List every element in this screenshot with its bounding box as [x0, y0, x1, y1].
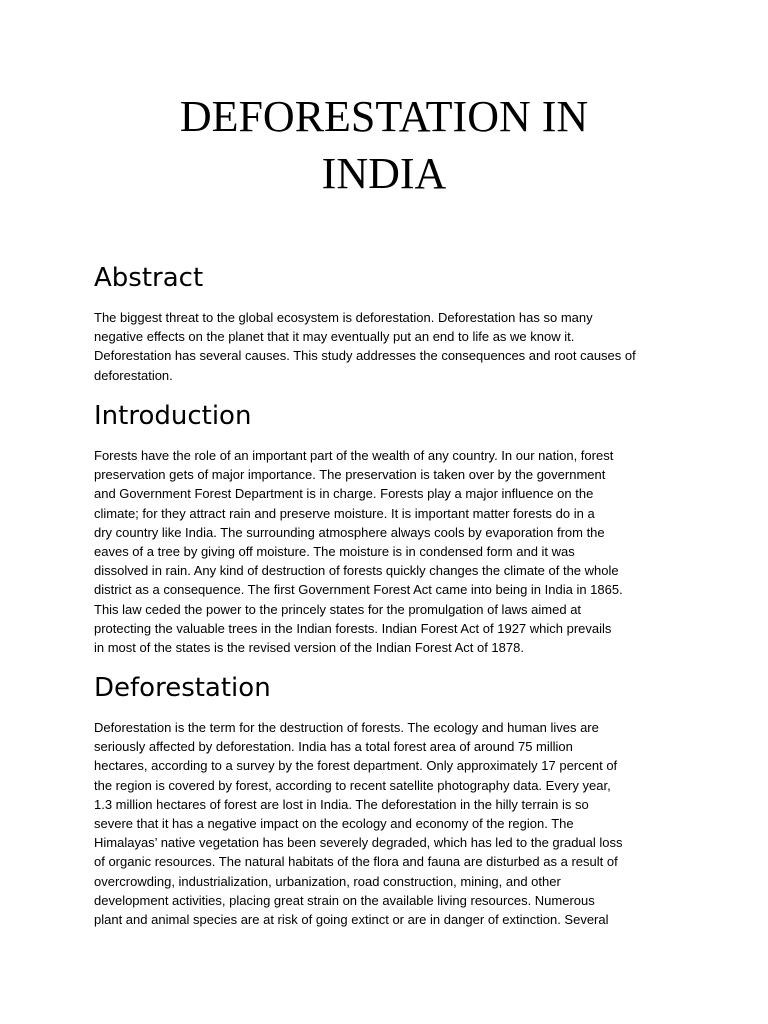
text-line: deforestation. — [94, 367, 173, 383]
text-line: seriously affected by deforestation. India has a total forest area of around 75 million — [94, 739, 573, 755]
text-line: plant and animal species are at risk of going extinct or are in danger of extinction. Several — [94, 912, 609, 928]
introduction-heading: Introduction — [94, 401, 252, 431]
text-line: eaves of a tree by giving off moisture. The moisture is in condensed form and it was — [94, 544, 575, 560]
deforestation-paragraph — [94, 718, 684, 929]
text-line: Deforestation is the term for the destruction of forests. The ecology and human lives are — [94, 720, 599, 735]
text-line: in most of the states is the revised version of the Indian Forest Act of 1878. — [94, 640, 524, 656]
text-line: overcrowding, industrialization, urbanization, road construction, mining, and other — [94, 873, 561, 889]
text-line: This law ceded the power to the princely states for the promulgation of laws aimed at — [94, 601, 582, 617]
title-line-1: DEFORESTATION IN — [179, 92, 589, 141]
text-line: and Government Forest Department is in charge. Forests play a major influence on the — [94, 486, 594, 502]
abstract-heading: Abstract — [94, 263, 204, 293]
introduction-paragraph — [94, 446, 684, 657]
text-line: development activities, placing great strain on the available living resources. Numerous — [94, 892, 595, 908]
document-title — [0, 88, 768, 202]
text-line: protecting the valuable trees in the Indian forests. Indian Forest Act of 1927 which prevails — [94, 620, 612, 636]
text-line: Himalayas’ native vegetation has been severely degraded, which has led to the gradual loss — [94, 835, 623, 851]
title-line-2: INDIA — [321, 149, 447, 198]
deforestation-heading: Deforestation — [94, 673, 271, 703]
text-line: dry country like India. The surrounding atmosphere always cools by evaporation from the — [94, 524, 605, 540]
text-line: preservation gets of major importance. The preservation is taken over by the government — [94, 467, 606, 483]
text-line: negative effects on the planet that it may eventually put an end to life as we know it. — [94, 329, 575, 345]
text-line: hectares, according to a survey by the forest department. Only approximately 17 percent of — [94, 758, 618, 774]
text-line: severe that it has a negative impact on the ecology and economy of the region. The — [94, 816, 574, 832]
text-line: The biggest threat to the global ecosystem is deforestation. Deforestation has so many — [94, 310, 593, 325]
abstract-paragraph — [94, 308, 684, 385]
text-line: 1.3 million hectares of forest are lost in India. The deforestation in the hilly terrain is so — [94, 796, 589, 812]
text-line: dissolved in rain. Any kind of destruction of forests quickly changes the climate of the whole — [94, 563, 619, 579]
text-line: of organic resources. The natural habitats of the flora and fauna are disturbed as a result of — [94, 854, 618, 870]
text-line: Deforestation has several causes. This study addresses the consequences and root causes of — [94, 348, 636, 364]
text-line: the region is covered by forest, according to recent satellite photography data. Every year, — [94, 777, 611, 793]
text-line: Forests have the role of an important part of the wealth of any country. In our nation, forest — [94, 448, 614, 463]
text-line: district as a consequence. The first Government Forest Act came into being in India in 1865. — [94, 582, 623, 598]
text-line: climate; for they attract rain and preserve moisture. It is important matter forests do in a — [94, 505, 595, 521]
